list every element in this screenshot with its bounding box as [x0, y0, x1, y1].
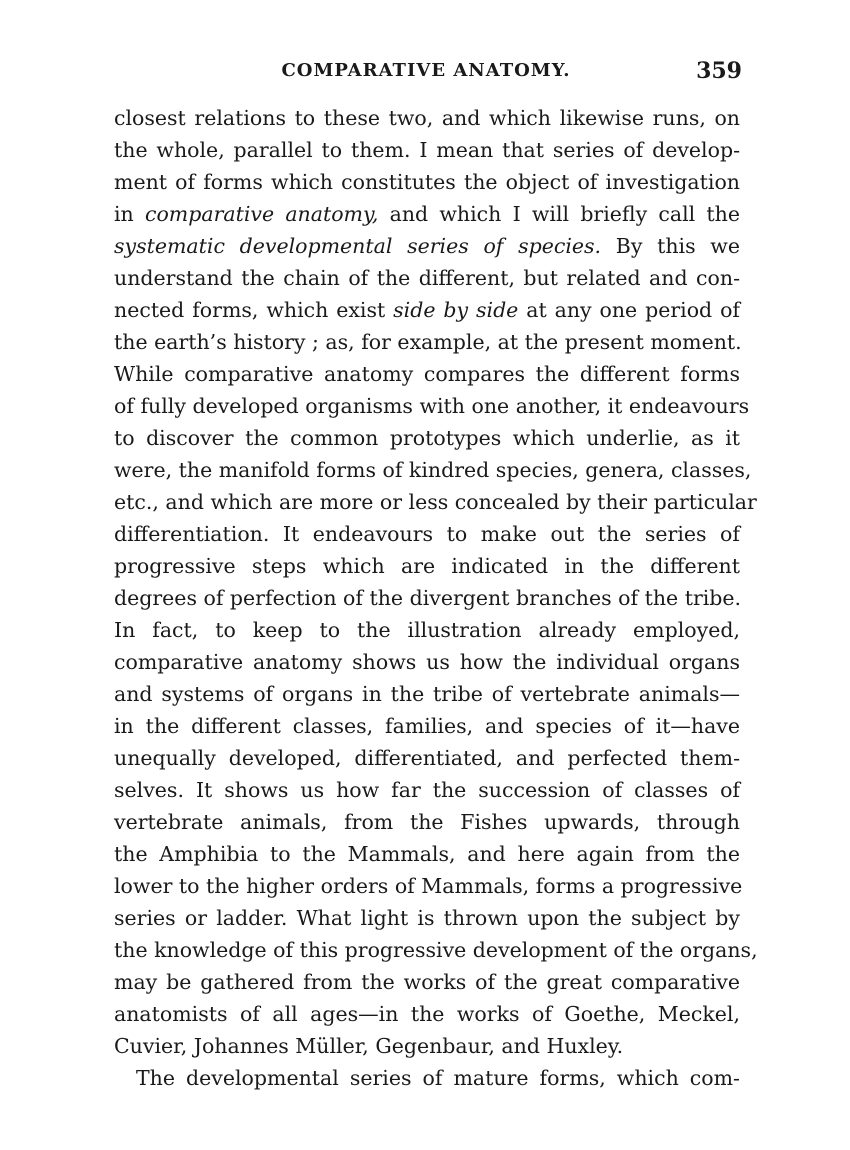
text-span: at any one period of: [518, 298, 741, 322]
text-span: selves. It shows us how far the succession of classes of: [114, 778, 740, 802]
text-span: to discover the common prototypes which underlie, as it: [114, 426, 740, 450]
text-span: and systems of organs in the tribe of vertebrate animals—: [114, 682, 740, 706]
text-span: the Amphibia to the Mammals, and here again from the: [114, 842, 740, 866]
text-line: [114, 774, 740, 806]
text-line: [114, 806, 740, 838]
text-span: unequally developed, differentiated, and perfected them-: [114, 746, 740, 770]
text-span: vertebrate animals, from the Fishes upwards, through: [114, 810, 740, 834]
text-line: [114, 710, 740, 742]
text-line: [114, 294, 740, 326]
text-span: in the different classes, families, and species of it—have: [114, 714, 740, 738]
text-line: [114, 422, 740, 454]
text-line: [114, 230, 740, 262]
text-line: [114, 390, 750, 422]
text-line: [114, 614, 740, 646]
text-span: understand the chain of the different, but related and con-: [114, 266, 740, 290]
text-span: comparative anatomy shows us how the individual organs: [114, 650, 740, 674]
text-span: in: [114, 202, 145, 226]
text-line: [114, 518, 740, 550]
text-line: [114, 934, 758, 966]
text-span: nected forms, which exist: [114, 298, 394, 322]
text-line: [114, 166, 740, 198]
running-head: [110, 60, 742, 90]
text-span: The developmental series of mature forms, which com-: [136, 1066, 740, 1090]
text-line: [114, 358, 740, 390]
text-span: the knowledge of this progressive development of the organs,: [114, 938, 758, 962]
text-line: [114, 582, 740, 614]
italic-text: side by side: [393, 298, 519, 322]
text-span: In fact, to keep to the illustration already employed,: [114, 618, 740, 642]
text-span: and which I will briefly call the: [378, 202, 740, 226]
text-span: By this we: [601, 234, 740, 258]
body-text: [114, 102, 758, 1094]
text-span: ment of forms which constitutes the object of investigation: [114, 170, 740, 194]
text-span: degrees of perfection of the divergent branches of the tribe.: [114, 586, 742, 610]
text-span: were, the manifold forms of kindred species, genera, classes,: [114, 458, 752, 482]
text-line: [114, 1030, 740, 1062]
text-span: may be gathered from the works of the great comparative: [114, 970, 740, 994]
text-line: [114, 678, 740, 710]
text-span: closest relations to these two, and which likewise runs, on: [114, 106, 740, 130]
text-line: [114, 902, 740, 934]
text-span: series or ladder. What light is thrown upon the subject by: [114, 906, 740, 930]
text-line: [114, 326, 740, 358]
text-line: [114, 838, 740, 870]
text-line: [114, 134, 740, 166]
text-span: the earth’s history ; as, for example, at the present moment.: [114, 330, 742, 354]
running-title: COMPARATIVE ANATOMY.: [281, 60, 571, 81]
page-number: 359: [696, 58, 742, 84]
italic-text: systematic developmental series of species.: [114, 234, 602, 258]
text-line: [114, 102, 740, 134]
text-span: While comparative anatomy compares the different forms: [114, 362, 740, 386]
text-line: [114, 454, 752, 486]
text-span: progressive steps which are indicated in the different: [114, 554, 740, 578]
text-span: differentiation. It endeavours to make out the series of: [114, 522, 740, 546]
text-line: [114, 1062, 740, 1094]
text-line: [114, 646, 740, 678]
text-line: [114, 198, 740, 230]
text-line: [114, 966, 740, 998]
text-line: [114, 550, 740, 582]
text-span: of fully developed organisms with one another, it endeavours: [114, 394, 750, 418]
text-span: lower to the higher orders of Mammals, forms a progressive: [114, 874, 743, 898]
text-line: [114, 998, 740, 1030]
text-line: [114, 870, 743, 902]
text-span: the whole, parallel to them. I mean that series of develop-: [114, 138, 740, 162]
italic-text: comparative anatomy,: [144, 202, 379, 226]
text-line: [114, 486, 757, 518]
text-span: etc., and which are more or less concealed by their particular: [114, 490, 757, 514]
text-line: [114, 262, 740, 294]
text-span: Cuvier, Johannes Müller, Gegenbaur, and Huxley.: [114, 1034, 624, 1058]
text-span: anatomists of all ages—in the works of Goethe, Meckel,: [114, 1002, 740, 1026]
text-line: [114, 742, 740, 774]
